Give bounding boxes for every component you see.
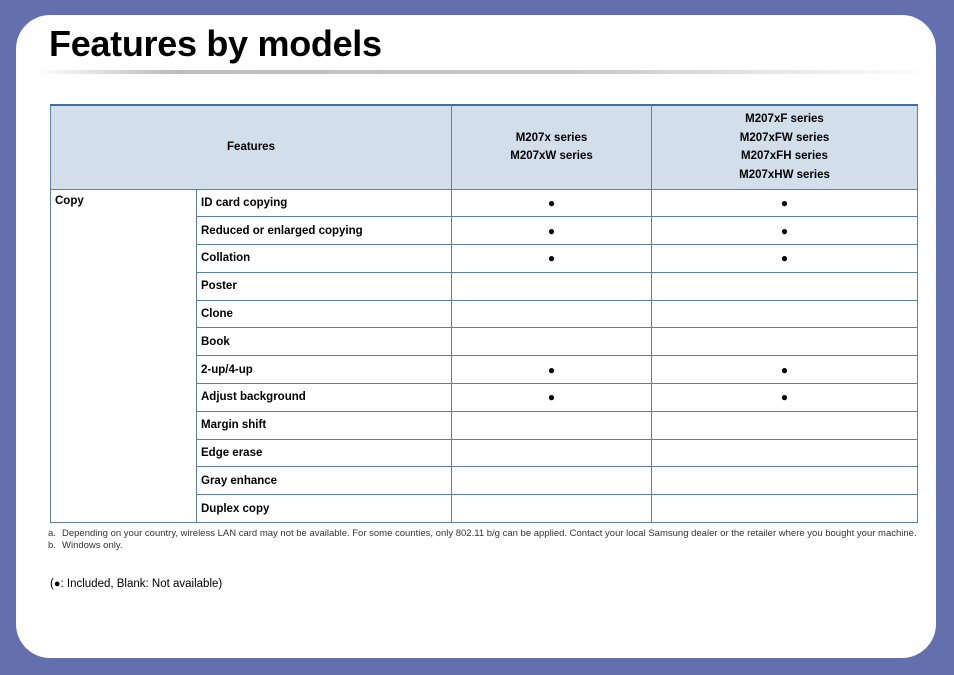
footnote-a	[48, 528, 918, 540]
footnote-text: Depending on your country, wireless LAN card may not be available. For some counties, only 802.11 b/g can be applied. Contact your local Samsung dealer or the retailer where you bought your machine.	[62, 528, 917, 539]
availability-col1: ●	[452, 217, 652, 245]
feature-name: Poster	[197, 272, 452, 300]
feature-name: Gray enhance	[197, 467, 452, 495]
feature-name: Duplex copy	[197, 495, 452, 523]
footnote-b	[48, 540, 918, 552]
availability-col1	[452, 467, 652, 495]
footnote-label: a.	[48, 528, 56, 539]
footnote-label: b.	[48, 539, 56, 551]
feature-name: Reduced or enlarged copying	[197, 217, 452, 245]
table-body	[51, 189, 918, 523]
header-col2	[652, 105, 918, 189]
availability-col1	[452, 411, 652, 439]
title-divider	[36, 70, 936, 74]
header-col2-line: M207xF series	[745, 113, 824, 126]
feature-name: Book	[197, 328, 452, 356]
footnotes	[48, 528, 918, 551]
header-col2-line: M207xFW series	[739, 131, 830, 144]
availability-col1: ●	[452, 245, 652, 273]
header-col1	[452, 105, 652, 189]
legend	[50, 578, 222, 590]
header-col2-line: M207xHW series	[739, 168, 830, 181]
included-dot-icon: ●	[53, 578, 61, 590]
feature-name: 2-up/4-up	[197, 356, 452, 384]
availability-col2	[652, 411, 918, 439]
availability-col1	[452, 328, 652, 356]
availability-col2	[652, 328, 918, 356]
feature-name: Clone	[197, 300, 452, 328]
availability-col2	[652, 439, 918, 467]
availability-col1	[452, 300, 652, 328]
header-features: Features	[51, 105, 452, 189]
features-table	[50, 104, 918, 523]
legend-open: (	[50, 578, 54, 590]
availability-col2	[652, 467, 918, 495]
availability-col1: ●	[452, 189, 652, 217]
header-col1-line: M207x series	[515, 131, 588, 144]
category-cell: Copy	[51, 189, 197, 523]
feature-name: Collation	[197, 245, 452, 273]
page-title: Features by models	[49, 23, 382, 64]
footnote-text: Windows only.	[62, 539, 123, 551]
availability-col2: ●	[652, 384, 918, 412]
header-col1-line: M207xW series	[510, 150, 593, 163]
table-header-row	[51, 105, 918, 189]
availability-col2	[652, 272, 918, 300]
feature-name: Margin shift	[197, 411, 452, 439]
availability-col2: ●	[652, 189, 918, 217]
availability-col2	[652, 300, 918, 328]
feature-name: ID card copying	[197, 189, 452, 217]
availability-col1	[452, 439, 652, 467]
header-col2-line: M207xFH series	[741, 150, 828, 163]
availability-col1: ●	[452, 356, 652, 384]
availability-col1	[452, 272, 652, 300]
availability-col2: ●	[652, 217, 918, 245]
legend-text: : Included, Blank: Not available)	[60, 578, 223, 590]
feature-name: Adjust background	[197, 384, 452, 412]
availability-col2: ●	[652, 356, 918, 384]
availability-col2: ●	[652, 245, 918, 273]
feature-name: Edge erase	[197, 439, 452, 467]
page	[16, 15, 936, 658]
availability-col1	[452, 495, 652, 523]
availability-col1: ●	[452, 384, 652, 412]
availability-col2	[652, 495, 918, 523]
table-row	[51, 189, 918, 217]
